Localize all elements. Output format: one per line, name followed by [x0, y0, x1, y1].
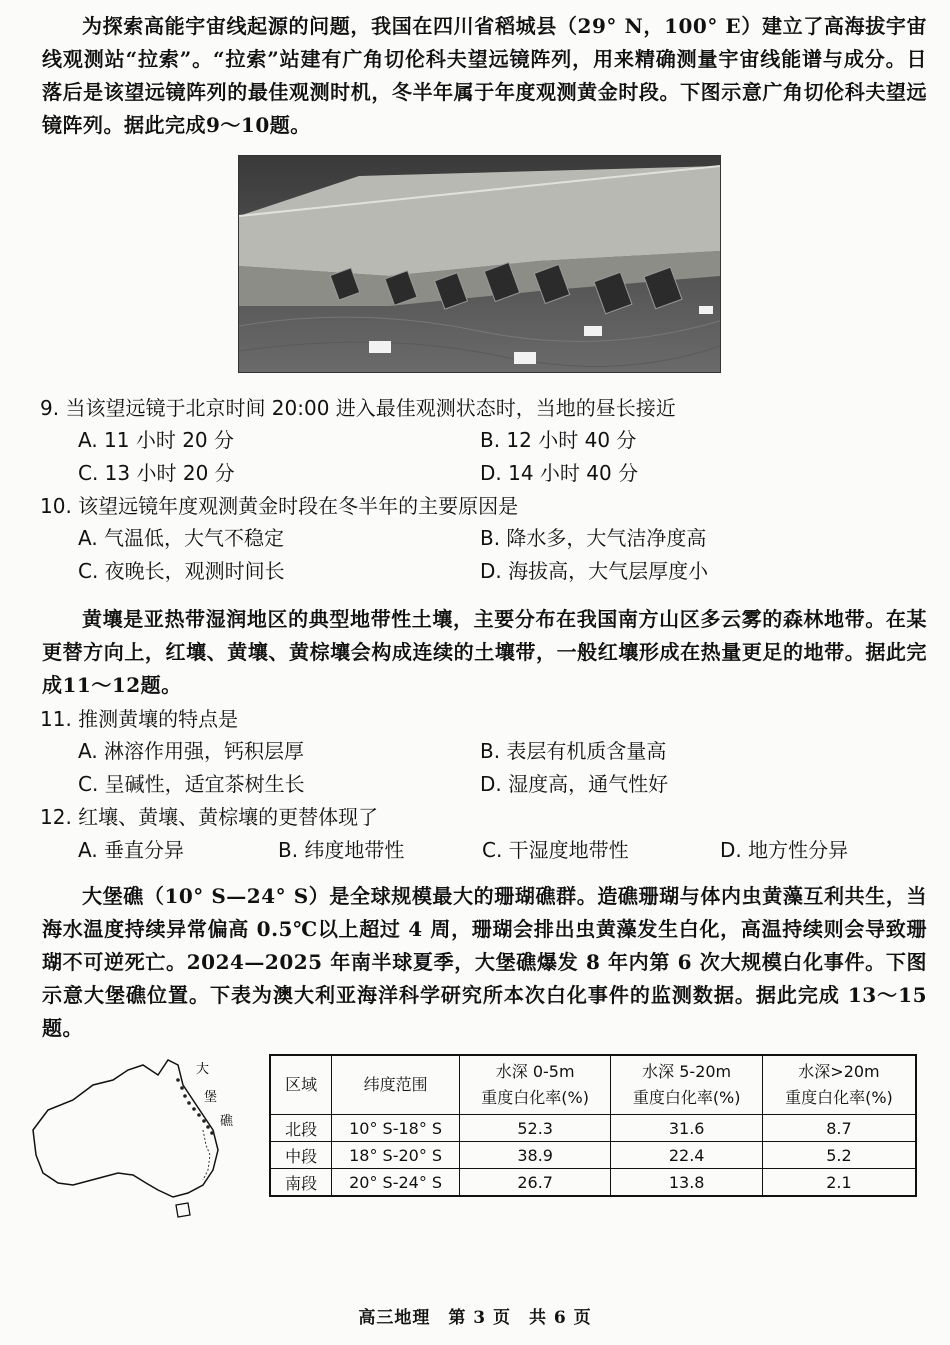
table-row	[270, 1115, 916, 1142]
header-depth-0-5-bottom: 重度白化率(%)	[481, 1088, 589, 1107]
cell-rate-over-20: 2.1	[762, 1169, 916, 1197]
page-footer: 高三地理 第 3 页 共 6 页	[358, 1308, 592, 1328]
cell-rate-over-20: 5.2	[762, 1142, 916, 1169]
q12-option-a: A. 垂直分异	[78, 838, 185, 862]
header-depth-over-20-top: 水深>20m	[798, 1062, 880, 1081]
passage-yellow-soil: 黄壤是亚热带湿润地区的典型地带性土壤，主要分布在我国南方山区多云雾的森林地带。在某更替方向上，红壤、黄壤、黄棕壤会构成连续的土壤带，一般红壤形成在热量更足的地带。据此完成11～12题。	[42, 607, 927, 697]
cell-rate-5-20: 31.6	[611, 1115, 763, 1142]
q10-option-d: D. 海拔高，大气层厚度小	[480, 559, 709, 583]
question-9-stem: 9. 当该望远镜于北京时间 20:00 进入最佳观测状态时，当地的昼长接近	[40, 396, 676, 420]
q9-option-c: C. 13 小时 20 分	[78, 461, 235, 485]
cell-region: 中段	[270, 1142, 332, 1169]
header-depth-over-20-bottom: 重度白化率(%)	[785, 1088, 893, 1107]
cell-rate-over-20: 8.7	[762, 1115, 916, 1142]
q9-option-d: D. 14 小时 40 分	[480, 461, 639, 485]
table-row	[270, 1142, 916, 1169]
header-depth-0-5-top: 水深 0-5m	[495, 1062, 575, 1081]
q11-option-d: D. 湿度高，通气性好	[480, 772, 669, 796]
question-11-stem: 11. 推测黄壤的特点是	[40, 707, 239, 731]
cell-rate-5-20: 13.8	[611, 1169, 763, 1197]
cell-latitude: 20° S-24° S	[332, 1169, 460, 1197]
header-latitude: 纬度范围	[332, 1055, 460, 1115]
q12-option-c: C. 干湿度地带性	[482, 838, 629, 862]
q11-option-a: A. 淋溶作用强，钙积层厚	[78, 739, 305, 763]
question-12-stem: 12. 红壤、黄壤、黄棕壤的更替体现了	[40, 805, 379, 829]
cell-region: 北段	[270, 1115, 332, 1142]
map-label-char-3: 礁	[220, 1114, 234, 1129]
q10-option-c: C. 夜晚长，观测时间长	[78, 559, 285, 583]
bleaching-data-table	[269, 1054, 917, 1197]
q9-option-b: B. 12 小时 40 分	[480, 428, 637, 452]
q12-option-d: D. 地方性分异	[720, 838, 849, 862]
telescope-array-photo	[238, 155, 721, 373]
map-label-char-2: 堡	[204, 1090, 218, 1105]
q11-option-c: C. 呈碱性，适宜茶树生长	[78, 772, 305, 796]
australia-reef-map	[28, 1055, 253, 1220]
q10-option-a: A. 气温低，大气不稳定	[78, 526, 285, 550]
header-depth-5-20-top: 水深 5-20m	[642, 1062, 732, 1081]
telescope-array-illustration	[239, 156, 720, 372]
header-depth-5-20	[611, 1055, 763, 1115]
question-10-stem: 10. 该望远镜年度观测黄金时段在冬半年的主要原因是	[40, 494, 519, 518]
cell-latitude: 18° S-20° S	[332, 1142, 460, 1169]
cell-rate-0-5: 26.7	[459, 1169, 611, 1197]
cell-rate-5-20: 22.4	[611, 1142, 763, 1169]
header-depth-0-5	[459, 1055, 611, 1115]
table-header-row	[270, 1055, 916, 1115]
header-region: 区域	[270, 1055, 332, 1115]
cell-rate-0-5: 38.9	[459, 1142, 611, 1169]
map-label-char-1: 大	[196, 1062, 210, 1077]
q9-option-a: A. 11 小时 20 分	[78, 428, 235, 452]
passage-great-barrier-reef: 大堡礁（10° S—24° S）是全球规模最大的珊瑚礁群。造礁珊瑚与体内虫黄藻互利共生，当海水温度持续异常偏高 0.5℃以上超过 4 周，珊瑚会排出虫黄藻发生白化，高温持续则会导致珊瑚不可逆死亡。2024—2025 年南半球夏季，大堡礁爆发 8 年内第 6 次大规模白化事件。下图示意大堡礁位置。下表为澳大利亚海洋科学研究所本次白化事件的监测数据。据此完成 13～15 题。	[42, 884, 927, 1040]
cell-region: 南段	[270, 1169, 332, 1197]
q10-option-b: B. 降水多，大气洁净度高	[480, 526, 707, 550]
header-depth-5-20-bottom: 重度白化率(%)	[632, 1088, 741, 1107]
q11-option-b: B. 表层有机质含量高	[480, 739, 667, 763]
q12-option-b: B. 纬度地带性	[278, 838, 405, 862]
header-depth-over-20	[762, 1055, 916, 1115]
cell-rate-0-5: 52.3	[459, 1115, 611, 1142]
passage-laso: 为探索高能宇宙线起源的问题，我国在四川省稻城县（29° N，100° E）建立了高海拔宇宙线观测站“拉索”。“拉索”站建有广角切伦科夫望远镜阵列，用来精确测量宇宙线能谱与成分。日落后是该望远镜阵列的最佳观测时机，冬半年属于年度观测黄金时段。下图示意广角切伦科夫望远镜阵列。据此完成9～10题。	[42, 14, 927, 137]
australia-outline	[28, 1055, 253, 1220]
table-row	[270, 1169, 916, 1197]
cell-latitude: 10° S-18° S	[332, 1115, 460, 1142]
